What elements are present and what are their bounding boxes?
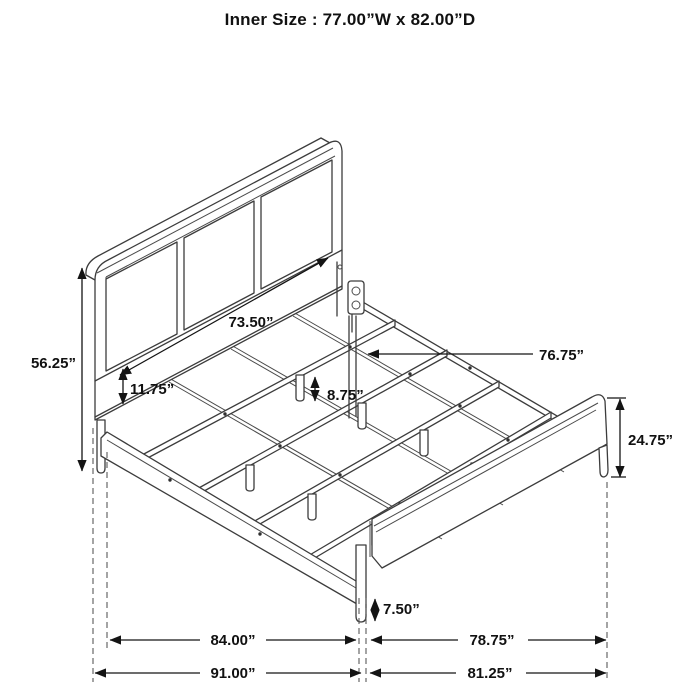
dim-headboard-height-label: 56.25” <box>30 355 76 372</box>
support-leg <box>308 494 316 520</box>
support-leg <box>420 430 428 456</box>
dim-width-inner-label: 78.75” <box>469 632 515 649</box>
page-title: Inner Size : 77.00”W x 82.00”D <box>224 10 476 29</box>
dim-support-leg-label: 8.75” <box>327 387 364 404</box>
dim-width-inner <box>371 632 606 649</box>
dim-headboard-height <box>31 268 82 471</box>
dim-width-overall-label: 81.25” <box>467 665 513 682</box>
dim-slat-rail-label: 76.75” <box>539 347 585 364</box>
footboard-front-leg <box>356 545 366 622</box>
dim-depth-overall <box>95 665 361 682</box>
dim-footboard-height-label: 24.75” <box>628 432 674 449</box>
dim-headboard-rail-label: 11.75” <box>130 381 175 398</box>
support-leg <box>358 403 366 429</box>
dim-width-overall <box>370 665 606 682</box>
slat <box>197 350 447 495</box>
dim-headboard-width-label: 73.50” <box>228 314 274 331</box>
dim-footboard-height <box>607 398 673 477</box>
footboard <box>356 395 608 622</box>
support-leg <box>246 465 254 491</box>
dim-depth-inner <box>110 632 356 649</box>
dim-front-leg-label: 7.50” <box>383 601 420 618</box>
dim-depth-overall-label: 91.00” <box>210 665 256 682</box>
side-rail-front <box>101 432 362 604</box>
support-leg <box>296 375 304 401</box>
footboard-leg <box>599 445 608 477</box>
dim-slat-rail <box>368 347 584 364</box>
dim-depth-inner-label: 84.00” <box>210 632 256 649</box>
dim-front-leg <box>375 599 420 621</box>
